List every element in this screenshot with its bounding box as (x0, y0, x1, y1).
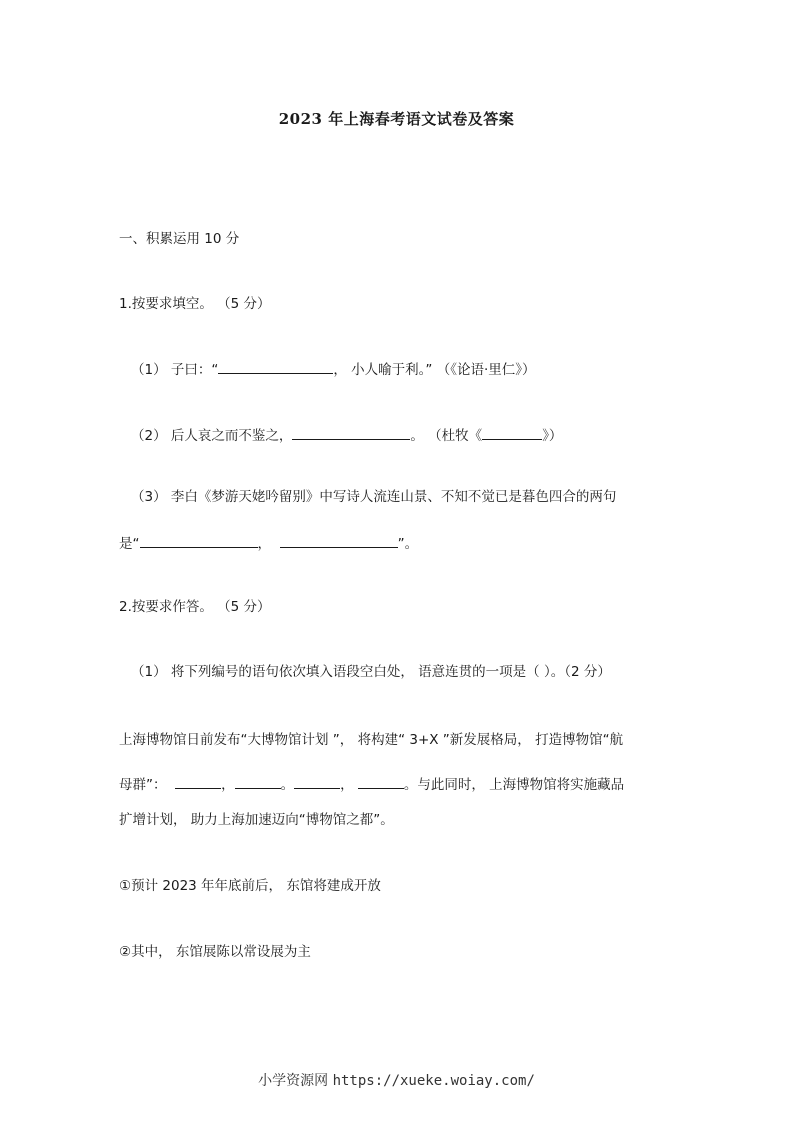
question-1-item-3-line-2 (119, 533, 418, 554)
answer-blank[interactable] (294, 774, 340, 789)
item-text: ， (340, 777, 354, 793)
answer-blank[interactable] (175, 774, 221, 789)
answer-blank[interactable] (358, 774, 404, 789)
question-2-item-1: （1） 将下列编号的语句依次填入语段空白处， 语意连贯的一项是（ ）。（2 分） (131, 664, 611, 680)
item-text: ， 小人喻于利。” （《论语·里仁》） (333, 362, 536, 378)
passage-line-3: 扩增计划， 助力上海加速迈向“博物馆之都”。 (119, 812, 394, 828)
answer-blank[interactable] (218, 359, 333, 374)
question-1-item-3-line-1: （3） 李白《梦游天姥吟留别》中写诗人流连山景、不知不觉已是暮色四合的两句 (131, 489, 617, 505)
item-text: 》） (542, 428, 563, 444)
item-text: 是“ (119, 536, 140, 552)
passage-line-2 (119, 774, 624, 795)
item-text: （2） 后人哀之而不鉴之， (131, 428, 293, 444)
section-heading: 一、积累运用 10 分 (119, 231, 240, 247)
footer-site-name: 小学资源网 (258, 1073, 329, 1089)
passage-line-1: 上海博物馆日前发布“大博物馆计划 ”， 将构建“ 3+X ”新发展格局， 打造博物馆“航 (119, 732, 624, 748)
item-text: （1） 子曰：“ (131, 362, 219, 378)
item-text: ”。 (397, 536, 419, 552)
item-text: ， (221, 777, 235, 793)
answer-blank[interactable] (140, 533, 258, 548)
item-text: 。 （杜牧《 (410, 428, 483, 444)
item-text: 母群”： (119, 777, 167, 793)
option-1: ①预计 2023 年年底前后， 东馆将建成开放 (119, 878, 381, 894)
answer-blank[interactable] (482, 425, 542, 440)
item-text: ， (257, 536, 271, 552)
item-text: 。 (280, 777, 295, 793)
answer-blank[interactable] (235, 774, 281, 789)
question-1-heading: 1.按要求填空。 （5 分） (119, 296, 271, 312)
answer-blank[interactable] (292, 425, 410, 440)
page-footer (0, 1070, 793, 1090)
question-1-item-2 (131, 425, 562, 446)
item-text: 。与此同时， 上海博物馆将实施藏品 (403, 777, 625, 793)
question-2-heading: 2.按要求作答。 （5 分） (119, 599, 271, 615)
answer-blank[interactable] (280, 533, 398, 548)
option-2: ②其中， 东馆展陈以常设展为主 (119, 944, 311, 960)
page-title: 2023 年上海春考语文试卷及答案 (278, 110, 515, 128)
footer-url[interactable]: https://xueke.woiay.com/ (332, 1073, 535, 1089)
question-1-item-1 (131, 359, 536, 380)
